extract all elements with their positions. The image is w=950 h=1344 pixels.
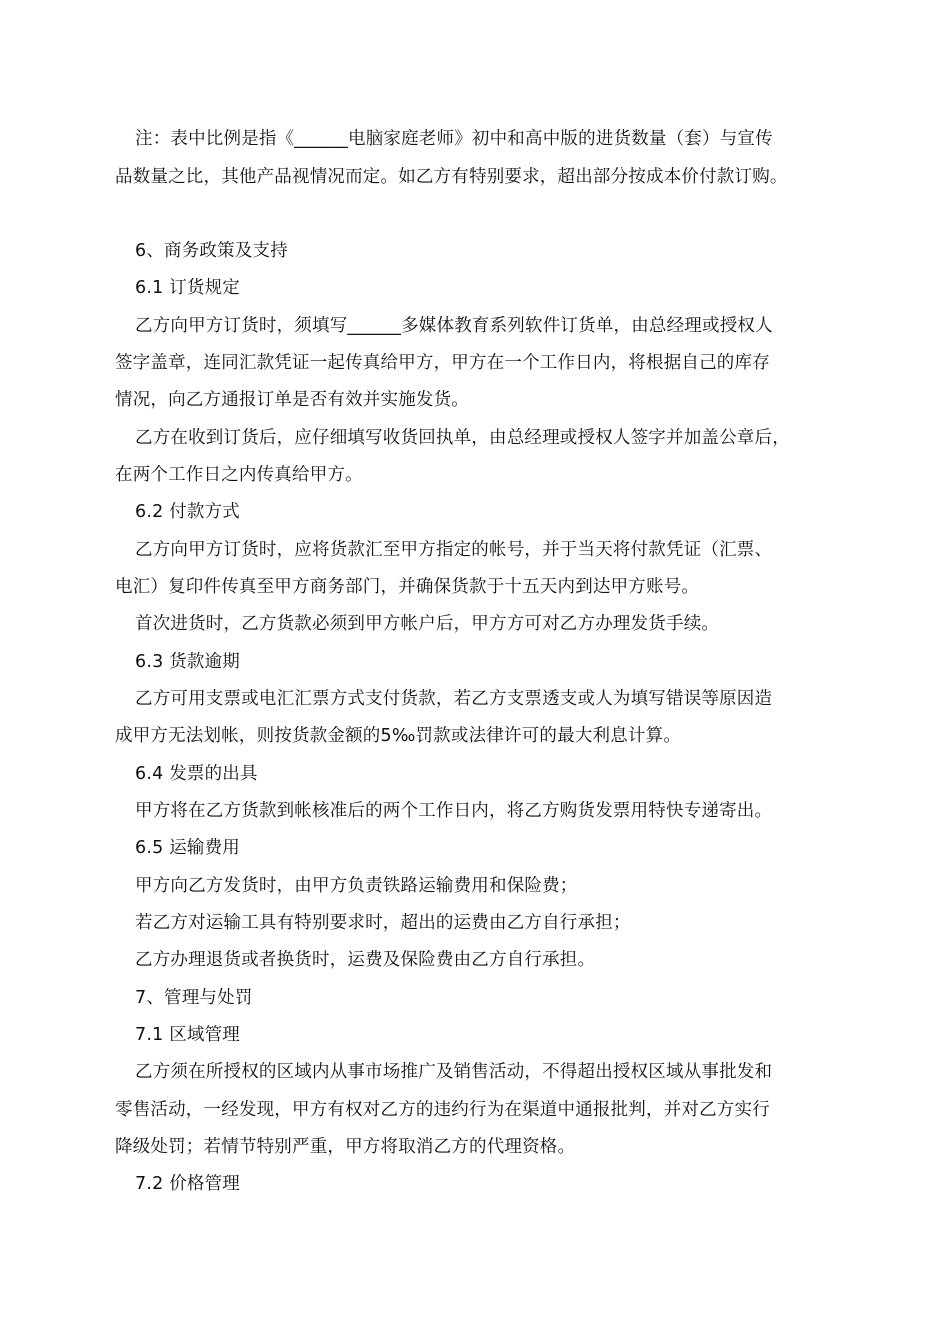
note-line-1: 注：表中比例是指《______电脑家庭老师》初中和高中版的进货数量（套）与宣传 <box>135 129 773 149</box>
subsection-heading-7-1: 7.1 区域管理 <box>135 1025 240 1045</box>
paragraph-line: 零售活动，一经发现，甲方有权对乙方的违约行为在渠道中通报批判，并对乙方实行 <box>115 1100 770 1120</box>
subsection-heading-6-1: 6.1 订货规定 <box>135 278 240 298</box>
paragraph-line: 乙方在收到订货后，应仔细填写收货回执单，由总经理或授权人签字并加盖公章后， <box>135 428 790 448</box>
paragraph-line: 情况，向乙方通报订单是否有效并实施发货。 <box>115 390 469 410</box>
paragraph-line: 乙方向甲方订货时，须填写______多媒体教育系列软件订货单，由总经理或授权人 <box>135 316 773 336</box>
paragraph-line: 甲方将在乙方货款到帐核准后的两个工作日内，将乙方购货发票用特快专递寄出。 <box>135 801 773 821</box>
subsection-heading-6-4: 6.4 发票的出具 <box>135 764 258 784</box>
paragraph-line: 在两个工作日之内传真给甲方。 <box>115 465 363 485</box>
paragraph-line: 乙方办理退货或者换货时，运费及保险费由乙方自行承担。 <box>135 950 596 970</box>
note-line-2: 品数量之比，其他产品视情况而定。如乙方有特别要求，超出部分按成本价付款订购。 <box>115 167 788 187</box>
subsection-heading-7-2: 7.2 价格管理 <box>135 1174 240 1194</box>
paragraph-line: 签字盖章，连同汇款凭证一起传真给甲方，甲方在一个工作日内，将根据自己的库存 <box>115 353 770 373</box>
paragraph-line: 乙方向甲方订货时，应将货款汇至甲方指定的帐号，并于当天将付款凭证（汇票、 <box>135 540 773 560</box>
section-heading-6: 6、商务政策及支持 <box>135 241 288 261</box>
paragraph-line: 降级处罚；若情节特别严重，甲方将取消乙方的代理资格。 <box>115 1137 576 1157</box>
paragraph-line: 电汇）复印件传真至甲方商务部门，并确保货款于十五天内到达甲方账号。 <box>115 577 700 597</box>
section-heading-7: 7、管理与处罚 <box>135 988 253 1008</box>
paragraph-line: 甲方向乙方发货时，由甲方负责铁路运输费用和保险费； <box>135 876 578 896</box>
subsection-heading-6-3: 6.3 货款逾期 <box>135 652 240 672</box>
paragraph-line: 乙方可用支票或电汇汇票方式支付货款，若乙方支票透支或人为填写错误等原因造 <box>135 689 773 709</box>
paragraph-line: 成甲方无法划帐，则按货款金额的5‰罚款或法律许可的最大利息计算。 <box>115 726 682 746</box>
paragraph-line: 若乙方对运输工具有特别要求时，超出的运费由乙方自行承担； <box>135 913 631 933</box>
subsection-heading-6-2: 6.2 付款方式 <box>135 502 240 522</box>
subsection-heading-6-5: 6.5 运输费用 <box>135 838 240 858</box>
paragraph-line: 乙方须在所授权的区域内从事市场推广及销售活动，不得超出授权区域从事批发和 <box>135 1062 773 1082</box>
paragraph-line: 首次进货时，乙方货款必须到甲方帐户后，甲方方可对乙方办理发货手续。 <box>135 614 720 634</box>
